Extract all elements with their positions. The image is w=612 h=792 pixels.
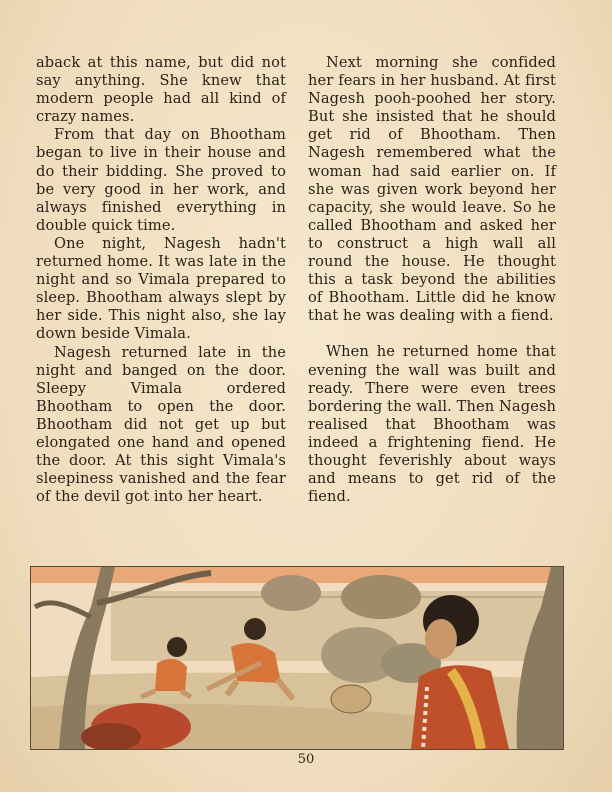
paragraph: When he returned home that evening the wall was built and ready. There were even trees bordering the wall. Then Nagesh realised that Bhootham was indeed a frightening fiend. He thought feverishly about ways and means to get rid of the fiend. [308, 343, 556, 506]
paragraph: From that day on Bhootham began to live in their house and do their bidding. She proved to be very good in her work, and always finished everything in double quick time. [36, 126, 286, 234]
paragraph: Next morning she confided her fears in her husband. At first Nagesh pooh-poohed her story. But she insisted that he should get rid of Bhootham. Then Nagesh remembered what the woman had said earlier on. If she was given work beyond her capacity, she would leave. So he called Bhootham and asked her to construct a high wall all round the house. He thought this a task beyond the abilities of Bhootham. Little did he know that he was dealing with a fiend. [308, 54, 556, 325]
page-number: 50 [297, 752, 315, 767]
paragraph: One night, Nagesh hadn't returned home. It was late in the night and so Vimala prepared to sleep. Bhootham always slept by her side. This night also, she lay down beside Vimala. [36, 234, 286, 343]
left-column [36, 54, 286, 506]
paragraph: aback at this name, but did not say anything. She knew that modern people had all kind of crazy names. [36, 54, 286, 126]
right-column [308, 54, 556, 506]
story-illustration [30, 566, 564, 750]
illustration-scene [31, 567, 563, 749]
paragraph: Nagesh returned late in the night and banged on the door. Sleepy Vimala ordered Bhootham to open the door. Bhootham did not get up but elongated one hand and opened the door. At this sight Vimala's sleepiness vanished and the fear of the devil got into her heart. [36, 343, 286, 506]
